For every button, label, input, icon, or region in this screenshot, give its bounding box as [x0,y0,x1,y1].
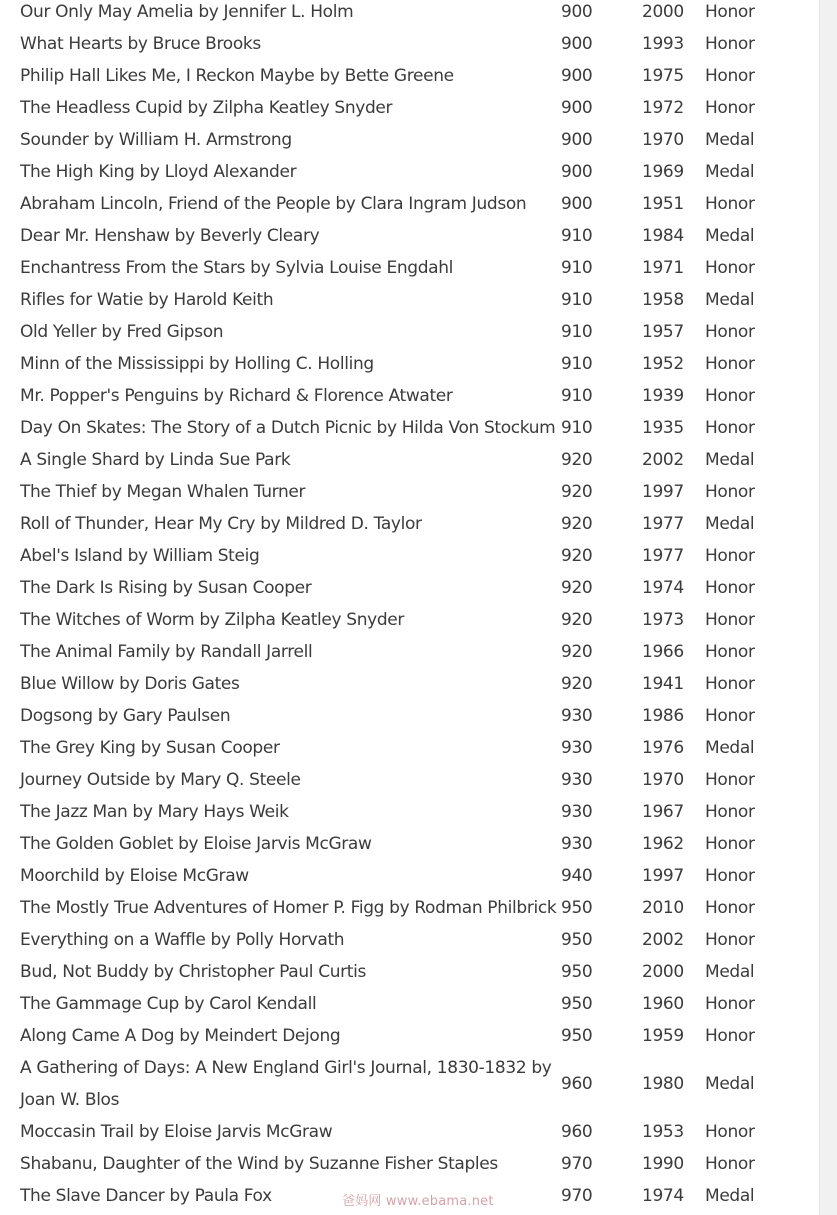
lexile-level: 950 [561,898,593,918]
award-year: 1990 [642,1154,684,1174]
table-row [20,1020,780,1052]
award-type: Medal [705,130,755,150]
award-type: Medal [705,226,755,246]
lexile-level: 920 [561,642,593,662]
table-row [20,924,780,956]
award-type: Medal [705,290,755,310]
award-type: Medal [705,514,755,534]
table-row [20,28,780,60]
award-year: 1973 [642,610,684,630]
lexile-level: 940 [561,866,593,886]
award-year: 1939 [642,386,684,406]
book-title: The Mostly True Adventures of Homer P. Figg by Rodman Philbrick [20,898,557,918]
award-type: Medal [705,738,755,758]
award-type: Honor [705,546,755,566]
table-row [20,0,780,28]
lexile-level: 950 [561,930,593,950]
award-year: 1971 [642,258,684,278]
award-year: 1951 [642,194,684,214]
award-year: 1976 [642,738,684,758]
award-year: 1997 [642,866,684,886]
award-type: Honor [705,866,755,886]
book-title: Moorchild by Eloise McGraw [20,866,249,886]
award-year: 1997 [642,482,684,502]
scrollbar-track[interactable] [819,0,837,1215]
award-type: Medal [705,1074,755,1094]
award-year: 1975 [642,66,684,86]
award-year: 1962 [642,834,684,854]
table-row [20,188,780,220]
lexile-level: 910 [561,386,593,406]
award-type: Honor [705,1026,755,1046]
lexile-level: 900 [561,34,593,54]
book-list-table [20,0,780,1212]
award-type: Honor [705,802,755,822]
award-year: 1972 [642,98,684,118]
award-year: 1977 [642,514,684,534]
lexile-level: 930 [561,770,593,790]
award-type: Honor [705,642,755,662]
lexile-level: 900 [561,66,593,86]
book-title: The Gammage Cup by Carol Kendall [20,994,317,1014]
award-type: Honor [705,386,755,406]
award-type: Honor [705,2,755,22]
book-title: Journey Outside by Mary Q. Steele [20,770,301,790]
award-year: 1970 [642,130,684,150]
table-row [20,252,780,284]
award-year: 1957 [642,322,684,342]
award-type: Honor [705,674,755,694]
award-type: Medal [705,162,755,182]
book-title: The Animal Family by Randall Jarrell [20,642,313,662]
award-type: Honor [705,322,755,342]
book-title: Dear Mr. Henshaw by Beverly Cleary [20,226,320,246]
book-list-body [20,0,780,1212]
award-type: Honor [705,194,755,214]
lexile-level: 920 [561,450,593,470]
award-type: Honor [705,418,755,438]
table-row [20,700,780,732]
table-row [20,508,780,540]
table-row [20,636,780,668]
award-year: 1980 [642,1074,684,1094]
book-title: Our Only May Amelia by Jennifer L. Holm [20,2,354,22]
book-title: The Jazz Man by Mary Hays Weik [20,802,289,822]
book-title: Enchantress From the Stars by Sylvia Louise Engdahl [20,258,454,278]
table-row [20,604,780,636]
table-row [20,92,780,124]
site-watermark: 爸妈网 www.ebama.net [342,1194,494,1209]
award-year: 1986 [642,706,684,726]
award-type: Honor [705,930,755,950]
book-title: The Golden Goblet by Eloise Jarvis McGraw [20,834,372,854]
book-title: The Thief by Megan Whalen Turner [20,482,306,502]
table-row [20,860,780,892]
table-row [20,988,780,1020]
award-year: 1974 [642,578,684,598]
lexile-level: 900 [561,2,593,22]
table-row [20,796,780,828]
award-year: 1977 [642,546,684,566]
award-year: 2002 [642,450,684,470]
award-year: 1993 [642,34,684,54]
table-row [20,284,780,316]
award-type: Honor [705,66,755,86]
award-year: 1974 [642,1186,684,1206]
book-title: The Headless Cupid by Zilpha Keatley Snyder [20,98,393,118]
book-title: Shabanu, Daughter of the Wind by Suzanne Fisher Staples [20,1154,498,1174]
book-title: What Hearts by Bruce Brooks [20,34,261,54]
table-row [20,60,780,92]
book-title: Moccasin Trail by Eloise Jarvis McGraw [20,1122,333,1142]
award-year: 2002 [642,930,684,950]
book-title: Day On Skates: The Story of a Dutch Picnic by Hilda Von Stockum [20,418,556,438]
table-row [20,156,780,188]
award-type: Medal [705,962,755,982]
book-title: Mr. Popper's Penguins by Richard & Florence Atwater [20,386,453,406]
award-year: 1966 [642,642,684,662]
award-type: Honor [705,34,755,54]
lexile-level: 920 [561,514,593,534]
table-row [20,124,780,156]
award-year: 1959 [642,1026,684,1046]
book-title: Abel's Island by William Steig [20,546,260,566]
book-title: The Dark Is Rising by Susan Cooper [20,578,312,598]
lexile-level: 960 [561,1074,593,1094]
lexile-level: 910 [561,258,593,278]
lexile-level: 910 [561,290,593,310]
award-type: Honor [705,354,755,374]
book-title: Old Yeller by Fred Gipson [20,322,224,342]
book-title: The Grey King by Susan Cooper [20,738,280,758]
award-type: Honor [705,482,755,502]
lexile-level: 950 [561,994,593,1014]
book-title: Everything on a Waffle by Polly Horvath [20,930,345,950]
award-type: Honor [705,578,755,598]
award-year: 1970 [642,770,684,790]
award-year: 1958 [642,290,684,310]
lexile-level: 950 [561,962,593,982]
table-row [20,316,780,348]
award-type: Honor [705,706,755,726]
award-type: Medal [705,1186,755,1206]
table-row [20,1116,780,1148]
table-row [20,956,780,988]
table-row [20,828,780,860]
lexile-level: 900 [561,194,593,214]
table-row [20,444,780,476]
table-row [20,380,780,412]
lexile-level: 950 [561,1026,593,1046]
award-type: Honor [705,98,755,118]
award-year: 1984 [642,226,684,246]
book-title: Sounder by William H. Armstrong [20,130,292,150]
award-type: Honor [705,610,755,630]
award-year: 1969 [642,162,684,182]
lexile-level: 900 [561,162,593,182]
book-title: Along Came A Dog by Meindert Dejong [20,1026,341,1046]
book-title: Dogsong by Gary Paulsen [20,706,231,726]
table-row [20,220,780,252]
lexile-level: 920 [561,578,593,598]
lexile-level: 930 [561,738,593,758]
lexile-level: 930 [561,706,593,726]
lexile-level: 920 [561,546,593,566]
table-row [20,476,780,508]
award-year: 1953 [642,1122,684,1142]
book-title: Blue Willow by Doris Gates [20,674,240,694]
lexile-level: 900 [561,130,593,150]
lexile-level: 920 [561,482,593,502]
table-row [20,1052,780,1116]
award-year: 2000 [642,2,684,22]
lexile-level: 970 [561,1186,593,1206]
lexile-level: 900 [561,98,593,118]
award-type: Honor [705,834,755,854]
table-row [20,412,780,444]
award-year: 1941 [642,674,684,694]
table-row [20,540,780,572]
book-title: Abraham Lincoln, Friend of the People by Clara Ingram Judson [20,194,527,214]
lexile-level: 920 [561,674,593,694]
lexile-level: 910 [561,226,593,246]
lexile-level: 930 [561,834,593,854]
table-row [20,732,780,764]
lexile-level: 970 [561,1154,593,1174]
lexile-level: 930 [561,802,593,822]
award-year: 1935 [642,418,684,438]
award-type: Honor [705,898,755,918]
book-title: Philip Hall Likes Me, I Reckon Maybe by Bette Greene [20,66,454,86]
award-year: 1960 [642,994,684,1014]
award-type: Honor [705,994,755,1014]
award-year: 2000 [642,962,684,982]
lexile-level: 910 [561,418,593,438]
table-row [20,572,780,604]
award-type: Honor [705,770,755,790]
award-type: Honor [705,258,755,278]
book-title: A Single Shard by Linda Sue Park [20,450,291,470]
book-title: Minn of the Mississippi by Holling C. Holling [20,354,374,374]
book-title: The High King by Lloyd Alexander [20,162,297,182]
award-type: Medal [705,450,755,470]
book-title: Roll of Thunder, Hear My Cry by Mildred D. Taylor [20,514,422,534]
table-row [20,764,780,796]
book-title: Bud, Not Buddy by Christopher Paul Curtis [20,962,366,982]
award-year: 2010 [642,898,684,918]
book-title: The Witches of Worm by Zilpha Keatley Snyder [20,610,405,630]
book-title: Rifles for Watie by Harold Keith [20,290,274,310]
book-title: A Gathering of Days: A New England Girl's Journal, 1830-1832 by Joan W. Blos [20,1058,552,1110]
table-row [20,1148,780,1180]
award-type: Honor [705,1154,755,1174]
lexile-level: 920 [561,610,593,630]
table-row [20,348,780,380]
book-title: The Slave Dancer by Paula Fox [20,1186,272,1206]
lexile-level: 910 [561,322,593,342]
table-row [20,892,780,924]
award-year: 1952 [642,354,684,374]
award-year: 1967 [642,802,684,822]
award-type: Honor [705,1122,755,1142]
lexile-level: 910 [561,354,593,374]
lexile-level: 960 [561,1122,593,1142]
table-row [20,668,780,700]
